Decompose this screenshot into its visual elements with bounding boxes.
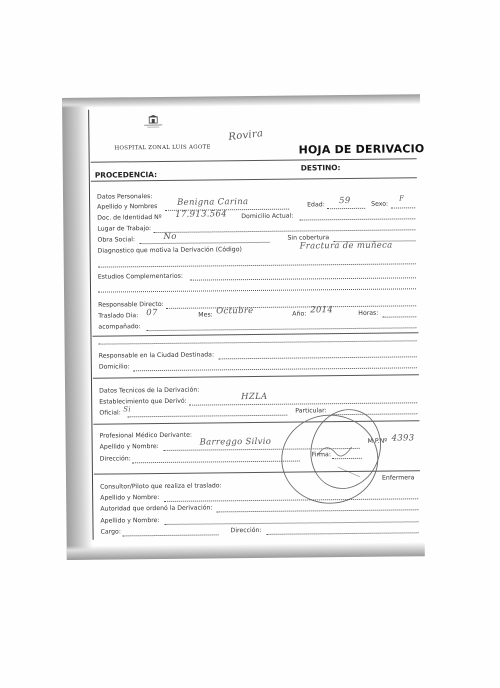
field-line <box>164 521 418 525</box>
edad-label: Edad: <box>307 201 325 209</box>
handwritten-annotation: Rovira <box>227 128 264 144</box>
profesional-direccion-label: Dirección: <box>99 455 131 463</box>
obra-social-value: No <box>163 231 177 242</box>
complementarios-label: Estudios Complementarios: <box>97 272 183 281</box>
doc-identidad-value: 17.913.564 <box>175 209 227 220</box>
enfermera-label: Enfermera <box>381 474 415 482</box>
anio-label: Año: <box>292 310 307 318</box>
doc-identidad-label: Doc. de Identidad Nº <box>97 213 162 222</box>
establecimiento-label: Establecimiento que Derivó: <box>99 397 187 406</box>
profesional-nombre-label: Apellido y Nombre: <box>99 443 159 451</box>
dia-value: 07 <box>146 308 158 319</box>
hospital-name: HOSPITAL ZONAL LUIS AGOTE <box>114 144 211 152</box>
page-title: HOJA DE DERIVACIO <box>298 142 425 157</box>
field-line <box>391 207 415 208</box>
lugar-trabajo-label: Lugar de Trabajo: <box>97 225 152 233</box>
profesional-name-value: Barreggo Silvio <box>199 436 272 448</box>
destino-label: DESTINO: <box>300 163 341 173</box>
hospital-logo-icon <box>142 115 164 133</box>
mp-value: 4393 <box>391 433 415 444</box>
responsable-directo-label: Responsable Directo: <box>98 300 164 309</box>
field-line <box>216 509 418 512</box>
field-line <box>99 340 417 344</box>
field-line <box>153 229 415 233</box>
field-line <box>190 277 416 280</box>
divider <box>93 374 419 378</box>
field-line <box>146 327 416 331</box>
sexo-label: Sexo: <box>371 200 389 208</box>
field-line <box>140 242 270 244</box>
field-line <box>127 415 287 418</box>
acompanado-label: acompañado: <box>98 323 141 331</box>
mes-label: Mes: <box>198 311 213 319</box>
mp-label: M.P.Nº <box>367 437 388 445</box>
oficial-mark: Si <box>123 405 131 414</box>
responsable-ciudad-label: Responsable en la Ciudad Destinada: <box>98 351 215 360</box>
oficial-label: Oficial: <box>99 409 121 417</box>
tecnicos-heading: Datos Tecnicos de la Derivación: <box>99 386 200 395</box>
field-line <box>267 532 419 535</box>
field-line <box>166 305 416 309</box>
personal-heading: Datos Personales: <box>97 193 153 201</box>
patient-name-value: Benigna Carina <box>177 197 249 208</box>
field-line <box>98 288 416 292</box>
consultor-heading: Consultor/Piloto que realiza el traslado: <box>100 482 222 491</box>
traslado-dia-label: Traslado Dia: <box>98 312 139 320</box>
field-line <box>219 356 417 359</box>
autoridad-nombre-label: Apellido y Nombre: <box>100 517 160 525</box>
signature-stamp-icon <box>277 401 388 510</box>
field-line <box>133 367 417 371</box>
anio-value: 2014 <box>310 305 334 316</box>
field-line <box>327 208 365 209</box>
domicilio-destino-label: Domicilio: <box>98 363 130 371</box>
divider <box>91 158 417 162</box>
field-line <box>382 316 416 317</box>
sin-cobertura-label: Sin cobertura <box>287 234 330 242</box>
sexo-value: F <box>399 194 405 203</box>
field-line <box>299 218 415 220</box>
field-line <box>98 263 416 267</box>
obra-social-label: Obra Social: <box>97 236 136 244</box>
diagnostico-label: Diagnostico que motiva la Derivación (Código) <box>97 246 242 255</box>
edad-value: 59 <box>339 195 351 207</box>
diagnostico-value: Fractura de muñeca <box>299 240 393 252</box>
profesional-heading: Profesional Médico Derivante: <box>99 431 192 440</box>
apellido-nombres-label: Apellido y Nombres <box>97 203 158 211</box>
mes-value: Octubre <box>216 306 254 317</box>
autoridad-label: Autoridad que ordenó la Derivación: <box>100 504 213 513</box>
form-body <box>88 104 425 545</box>
consultor-direccion-label: Dirección: <box>230 526 262 535</box>
consultor-nombre-label: Apellido y Nombre: <box>100 494 160 502</box>
horas-label: Horas: <box>358 309 379 317</box>
field-line <box>132 461 300 464</box>
firma-label: Firma: <box>311 451 331 459</box>
procedencia-label: PROCEDENCIA: <box>94 170 158 180</box>
establecimiento-value: HZLA <box>241 391 268 403</box>
particular-label: Particular: <box>295 407 327 415</box>
domicilio-label: Domicilio Actual: <box>241 212 294 221</box>
field-line <box>123 534 219 536</box>
cargo-label: Cargo: <box>100 528 121 536</box>
referral-form <box>62 94 425 560</box>
divider <box>92 332 418 336</box>
